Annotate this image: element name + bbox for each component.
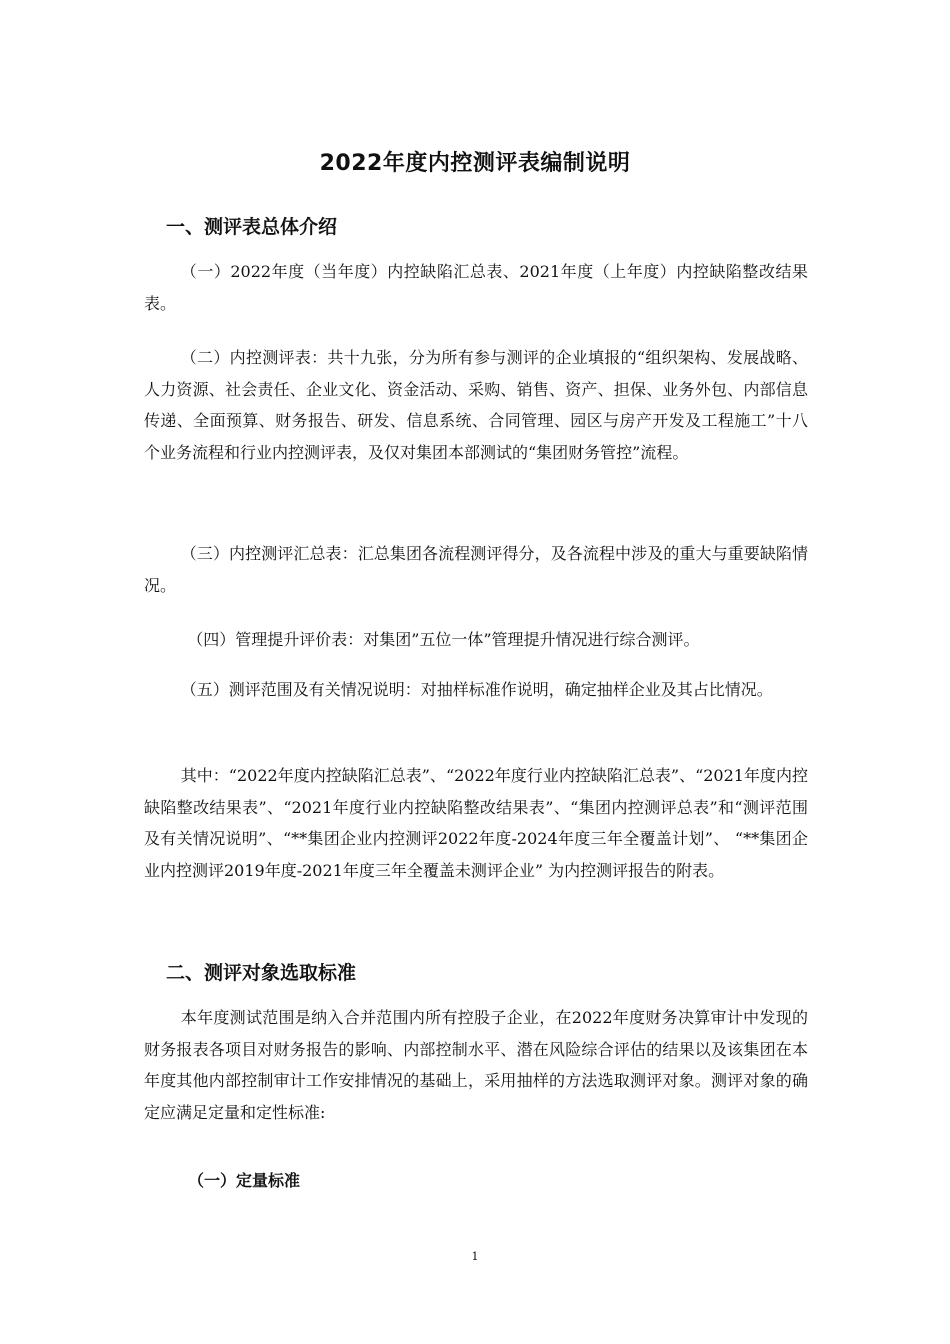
paragraph-7: 本年度测试范围是纳入合并范围内所有控股子企业，在2022年度财务决算审计中发现的财务报表各项目对财务报告的影响、内部控制水平、潜在风险综合评估的结果以及该集团在本年度其他内部控制审计工作安排情况的基础上，采用抽样的方法选取测评对象。测评对象的确定应满足定量和定性标准:	[144, 1008, 808, 1122]
document-title: 2022年度内控测评表编制说明	[319, 151, 631, 176]
paragraph-5: （五）测评范围及有关情况说明：对抽样标准作说明，确定抽样企业及其占比情况。	[180, 680, 773, 699]
paragraph-1: （一）2022年度（当年度）内控缺陷汇总表、2021年度（上年度）内控缺陷整改结果表。	[144, 262, 808, 313]
paragraph-2: （二）内控测评表：共十九张，分为所有参与测评的企业填报的“组织架构、发展战略、人力资源、社会责任、企业文化、资金活动、采购、销售、资产、担保、业务外包、内部信息传递、全面预算、财务报告、研发、信息系统、合同管理、园区与房产开发及工程施工”十八个业务流程和行业内控测评表，及仅对集团本部测试的“集团财务管控”流程。	[144, 348, 808, 462]
subsection-heading: （一）定量标准	[188, 1171, 301, 1190]
paragraph-3: （三）内控测评汇总表：汇总集团各流程测评得分，及各流程中涉及的重大与重要缺陷情况。	[144, 544, 808, 595]
section-heading-2: 二、测评对象选取标准	[166, 962, 357, 984]
paragraph-4: （四）管理提升评价表：对集团”五位一体”管理提升情况进行综合测评。	[187, 630, 700, 649]
page-number: 1	[471, 1250, 479, 1263]
section-heading-1: 一、测评表总体介绍	[166, 216, 338, 238]
paragraph-6: 其中：“2022年度内控缺陷汇总表”、“2022年度行业内控缺陷汇总表”、“2021年度内控缺陷整改结果表”、“2021年度行业内控缺陷整改结果表”、“集团内控测评总表”和“测评范围及有关情况说明”、“**集团企业内控测评2022年度-2024年度三年全覆盖计划”、 “**集团企业内控测评2019年度-2021年度三年全覆盖未测评企业” 为内控测评报告的附表。	[144, 766, 808, 880]
